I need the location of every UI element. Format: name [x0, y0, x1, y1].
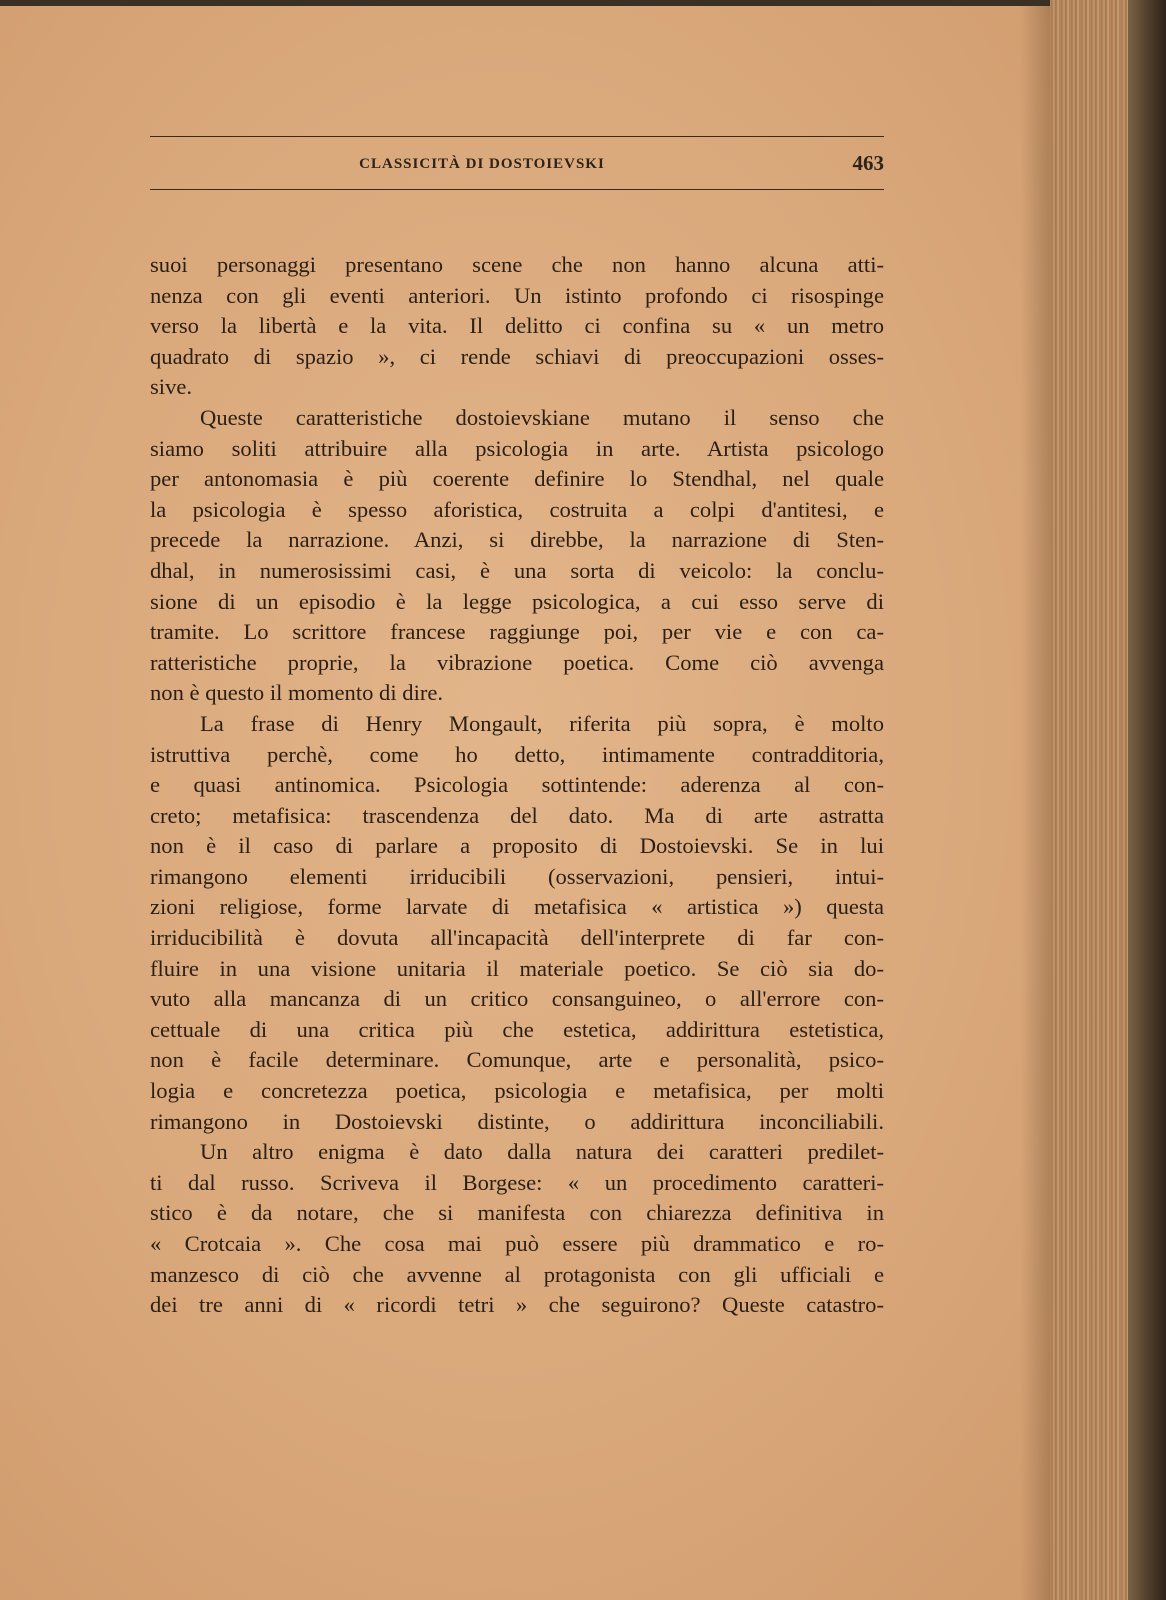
text-line: sione di un episodio è la legge psicologica, a cui esso serve di [150, 588, 884, 614]
text-line: dei tre anni di « ricordi tetri » che seguirono? Queste catastro- [150, 1292, 884, 1318]
paragraph [150, 403, 884, 709]
text-line: la psicologia è spesso aforistica, costruita a colpi d'antitesi, e [150, 496, 884, 522]
text-line: e quasi antinomica. Psicologia sottintende: aderenza al con- [150, 772, 884, 798]
text-line: cettuale di una critica più che estetica, addirittura estetistica, [150, 1016, 884, 1042]
text-line: non è questo il momento di dire. [150, 680, 444, 706]
text-line: tramite. Lo scrittore francese raggiunge poi, per vie e con ca- [150, 619, 884, 645]
paragraph [150, 1137, 884, 1321]
text-line: « Crotcaia ». Che cosa mai può essere più drammatico e ro- [150, 1231, 884, 1256]
text-line: Queste caratteristiche dostoievskiane mutano il senso che [200, 404, 884, 430]
text-line: dhal, in numerosissimi casi, è una sorta di veicolo: la conclu- [150, 557, 884, 583]
text-line: ti dal russo. Scriveva il Borgese: « un procedimento caratteri- [150, 1169, 884, 1195]
text-line: zioni religiose, forme larvate di metafisica « artistica ») questa [150, 894, 884, 920]
body-text [150, 250, 884, 1321]
text-line: precede la narrazione. Anzi, si direbbe, la narrazione di Sten- [150, 527, 884, 553]
paragraph [150, 250, 884, 403]
text-line: non è il caso di parlare a proposito di Dostoievski. Se in lui [150, 833, 884, 859]
text-line: manzesco di ciò che avvenne al protagonista con gli ufficiali e [150, 1261, 884, 1287]
text-line: fluire in una visione unitaria il materiale poetico. Se ciò sia do- [150, 955, 884, 981]
text-line: La frase di Henry Mongault, riferita più sopra, è molto [200, 710, 884, 736]
book-cover-edge [1128, 0, 1166, 1600]
text-line: nenza con gli eventi anteriori. Un istinto profondo ci risospinge [150, 282, 884, 308]
text-line: siamo soliti attribuire alla psicologia in arte. Artista psicologo [150, 435, 884, 461]
text-line: sive. [150, 374, 193, 400]
text-line: rimangono elementi irriducibili (osservazioni, pensieri, intui- [150, 863, 884, 889]
text-line: logia e concretezza poetica, psicologia e metafisica, per molti [150, 1078, 884, 1104]
text-line: rimangono in Dostoievski distinte, o addirittura inconciliabili. [150, 1108, 884, 1134]
text-line: irriducibilità è dovuta all'incapacità dell'interprete di far con- [150, 925, 884, 951]
text-line: istruttiva perchè, come ho detto, intimamente contradditoria, [150, 741, 884, 767]
book-page [0, 6, 1110, 1600]
text-line: vuto alla mancanza di un critico consanguineo, o all'errore con- [150, 986, 884, 1012]
text-line: non è facile determinare. Comunque, arte e personalità, psico- [150, 1047, 884, 1073]
text-line: suoi personaggi presentano scene che non hanno alcuna atti- [150, 252, 884, 277]
running-title: CLASSICITÀ DI DOSTOIEVSKI [359, 156, 605, 172]
text-line: Un altro enigma è dato dalla natura dei caratteri predilet- [200, 1139, 884, 1165]
page-number: 463 [852, 151, 884, 175]
header-rule-top [150, 136, 884, 137]
text-line: quadrato di spazio », ci rende schiavi di preoccupazioni osses- [150, 343, 884, 369]
text-line: verso la libertà e la vita. Il delitto ci confina su « un metro [150, 313, 884, 339]
text-line: ratteristiche proprie, la vibrazione poetica. Come ciò avvenga [150, 649, 884, 675]
paragraph [150, 709, 884, 1137]
header-rule-bottom [150, 189, 884, 190]
text-line: creto; metafisica: trascendenza del dato. Ma di arte astratta [150, 802, 884, 828]
text-line: stico è da notare, che si manifesta con chiarezza definitiva in [150, 1200, 884, 1226]
text-line: per antonomasia è più coerente definire lo Stendhal, nel quale [150, 466, 884, 492]
